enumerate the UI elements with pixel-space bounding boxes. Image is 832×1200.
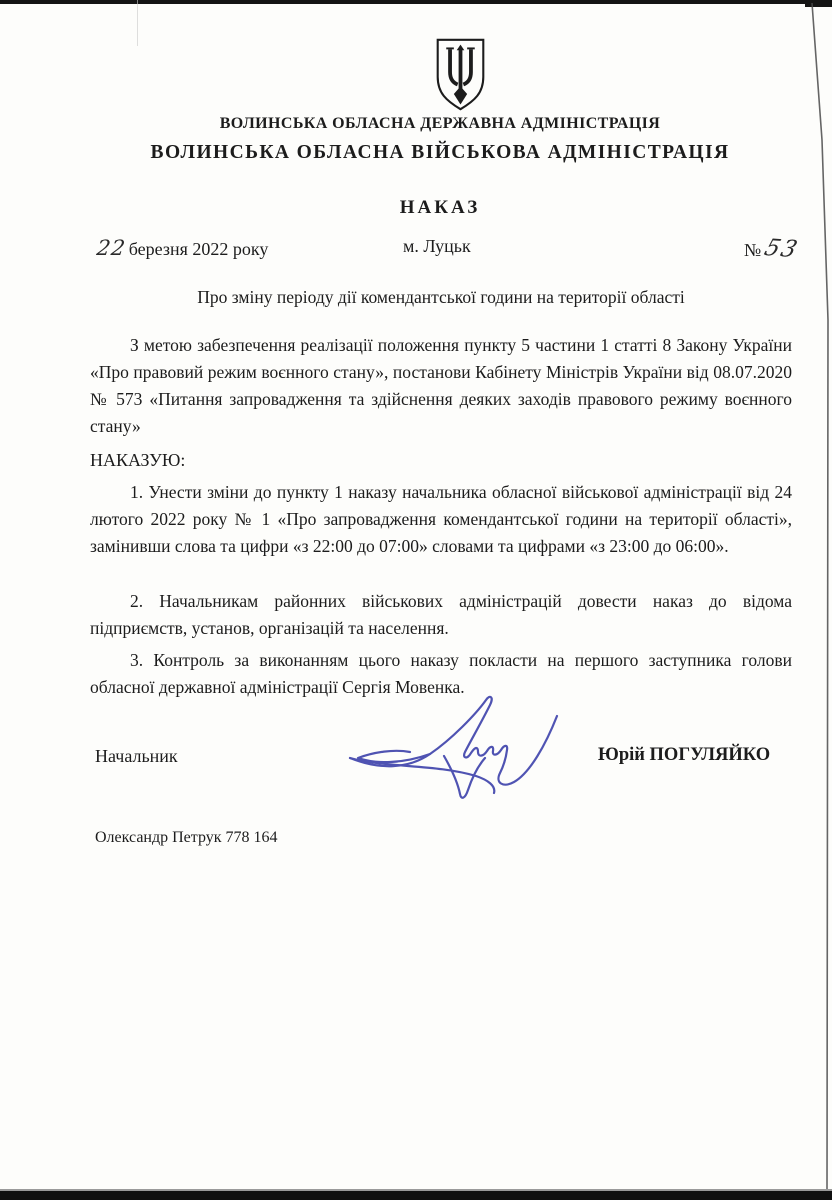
executor-contact: Олександр Петрук 778 164: [95, 829, 278, 846]
document-subject: Про зміну періоду дії комендантської години на території області: [197, 287, 685, 307]
document-number: [744, 234, 803, 264]
org-name-state-administration: ВОЛИНСЬКА ОБЛАСНА ДЕРЖАВНА АДМІНІСТРАЦІЯ: [219, 115, 661, 132]
order-word: НАКАЗУЮ:: [90, 450, 186, 470]
scan-edge-corner: [805, 0, 832, 7]
signer-name: Юрій ПОГУЛЯЙКО: [598, 745, 771, 765]
preamble-paragraph: З метою забезпечення реалізації положення пункту 5 частини 1 статті 8 Закону України «Про правовий режим воєнного стану», постанови Кабінету Міністрів України від 08.07.2020 № 573 «Питання запровадження та здійснення деяких заходів правового режиму воєнного стану»: [90, 335, 792, 436]
scan-scratch-line: [137, 0, 138, 46]
order-item-2: 2. Начальникам районних військових адміністрацій довести наказ до відома підприємств, установ, організацій та населення.: [90, 591, 792, 638]
handwritten-number: 53: [761, 234, 803, 264]
printed-date: березня 2022 року: [128, 239, 269, 259]
scan-edge-bottom: [0, 1191, 832, 1200]
number-sign: №: [744, 240, 762, 260]
document-date: [97, 236, 268, 260]
order-item-1: 1. Унести зміни до пункту 1 наказу начальника обласної військової адміністрації від 24 лютого 2022 року № 1 «Про запровадження комендантської години на території області», замінивши слова та цифри «з 22:00 до 07:00» словами та цифрами «з 23:00 до 06:00».: [90, 482, 792, 556]
document-type-title: НАКАЗ: [399, 197, 481, 218]
document-city: м. Луцьк: [403, 236, 471, 256]
scan-edge-top: [0, 0, 832, 4]
handwritten-day: 22: [95, 236, 128, 260]
org-name-military-administration: ВОЛИНСЬКА ОБЛАСНА ВІЙСЬКОВА АДМІНІСТРАЦІЯ: [150, 142, 730, 163]
handwritten-signature: [346, 694, 561, 812]
ukraine-trident-emblem-icon: [432, 36, 489, 114]
order-item-3: 3. Контроль за виконанням цього наказу покласти на першого заступника голови обласної державної адміністрації Сергія Мовенка.: [90, 650, 792, 697]
signer-position: Начальник: [95, 746, 178, 766]
